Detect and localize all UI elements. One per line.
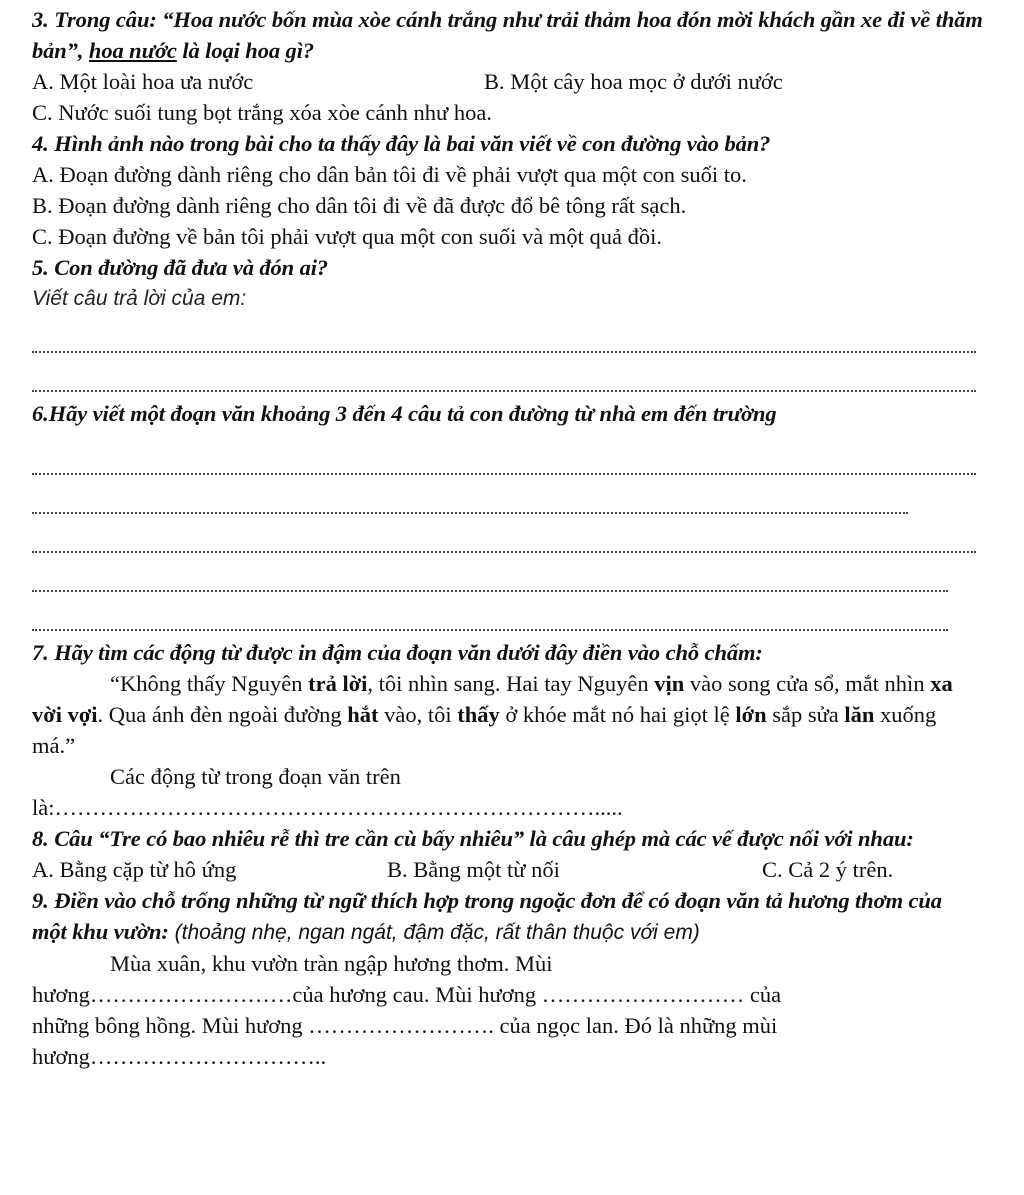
answer-line[interactable]	[32, 514, 976, 553]
bold-word: lớn	[735, 702, 767, 727]
passage-text: vào, tôi	[378, 702, 458, 727]
question-9-title	[32, 885, 998, 948]
question-7-passage	[32, 668, 998, 761]
question-9-text-line-2[interactable]: hương………………………của hương cau. Mùi hương ……………………… của	[32, 982, 782, 1007]
answer-line[interactable]	[32, 592, 948, 631]
passage-text: “Không thấy Nguyên	[110, 671, 309, 696]
question-4-option-b: B. Đoạn đường dành riêng cho dân tôi đi về đã được đổ bê tông rất sạch.	[32, 193, 687, 218]
question-9-text-line-3[interactable]: những bông hồng. Mùi hương ……………………. của ngọc lan. Đó là những mùi	[32, 1013, 778, 1038]
answer-line[interactable]	[32, 314, 976, 353]
question-8	[32, 823, 998, 885]
question-3-options-row	[32, 66, 998, 97]
question-8-options-row	[32, 854, 998, 885]
bold-word: lăn	[844, 702, 875, 727]
passage-text: sắp sửa	[766, 702, 845, 727]
question-3-option-a: A. Một loài hoa ưa nước	[32, 69, 254, 94]
question-5-prompt: Viết câu trả lời của em:	[32, 287, 247, 310]
question-3	[32, 4, 998, 128]
question-3-option-b: B. Một cây hoa mọc ở dưới nước	[484, 69, 783, 94]
question-7-title: 7. Hãy tìm các động từ được in đậm của đoạn văn dưới đây điền vào chỗ chấm:	[32, 640, 763, 665]
question-7	[32, 637, 998, 823]
bold-word: hắt	[347, 702, 379, 727]
answer-line[interactable]	[32, 475, 908, 514]
question-3-title	[32, 4, 998, 66]
passage-text: , tôi nhìn sang. Hai tay Nguyên	[367, 671, 655, 696]
question-9	[32, 885, 998, 1072]
question-4	[32, 128, 998, 252]
question-4-title: 4. Hình ảnh nào trong bài cho ta thấy đây là bai văn viết về con đường vào bản?	[32, 131, 771, 156]
bold-word: thấy	[457, 702, 500, 727]
question-9-title-text: 9. Điền vào chỗ trống những từ ngữ thích hợp trong ngoặc đơn để có đoạn văn tả hương thơm của một khu vườn:	[32, 888, 942, 944]
bold-word: vịn	[654, 671, 685, 696]
answer-line[interactable]	[32, 353, 976, 392]
answer-line[interactable]	[32, 553, 948, 592]
passage-text: vào song cửa sổ, mắt nhìn	[684, 671, 931, 696]
question-5	[32, 252, 998, 392]
question-9-text-line-4[interactable]: hương…………………………..	[32, 1044, 327, 1069]
question-3-underlined-term: hoa nước	[88, 38, 177, 63]
bold-word: trả lời	[308, 671, 368, 696]
bold-word: xa vời vợi	[32, 671, 953, 727]
question-7-answer-line[interactable]: là:……………………………………………………………….....	[32, 795, 623, 820]
question-3-option-c: C. Nước suối tung bọt trắng xóa xòe cánh như hoa.	[32, 100, 492, 125]
question-9-text-line-1: Mùa xuân, khu vườn tràn ngập hương thơm. Mùi	[110, 951, 553, 976]
answer-line[interactable]	[32, 429, 976, 475]
question-5-title: 5. Con đường đã đưa và đón ai?	[32, 255, 329, 280]
question-8-option-a: A. Bằng cặp từ hô ứng	[32, 857, 237, 882]
question-6-title: 6.Hãy viết một đoạn văn khoảng 3 đến 4 câu tả con đường từ nhà em đến trường	[32, 401, 777, 426]
passage-text: . Qua ánh đèn ngoài đường	[97, 702, 348, 727]
question-7-instruction: Các động từ trong đoạn văn trên	[110, 764, 401, 789]
question-3-title-part-b: là loại hoa gì?	[176, 38, 314, 63]
question-3-title-part-a: 3. Trong câu: “Hoa nước bốn mùa xòe cánh trắng như trải thảm hoa đón mời khách gần xe đi về thăm bản”,	[32, 7, 983, 63]
passage-text: xuống má.”	[32, 702, 937, 758]
question-8-option-c: C. Cả 2 ý trên.	[762, 857, 894, 882]
question-4-option-c: C. Đoạn đường về bản tôi phải vượt qua một con suối và một quả đồi.	[32, 224, 662, 249]
question-4-option-a: A. Đoạn đường dành riêng cho dân bản tôi đi về phải vượt qua một con suối to.	[32, 162, 747, 187]
question-9-hint: (thoảng nhẹ, ngan ngát, đậm đặc, rất thân thuộc với em)	[168, 921, 700, 944]
passage-text: ở khóe mắt nó hai giọt lệ	[499, 702, 736, 727]
question-6	[32, 398, 998, 631]
question-8-option-b: B. Bằng một từ nối	[387, 857, 560, 882]
question-8-title: 8. Câu “Tre có bao nhiêu rễ thì tre cần cù bấy nhiêu” là câu ghép mà các vế được nối với nhau:	[32, 826, 914, 851]
